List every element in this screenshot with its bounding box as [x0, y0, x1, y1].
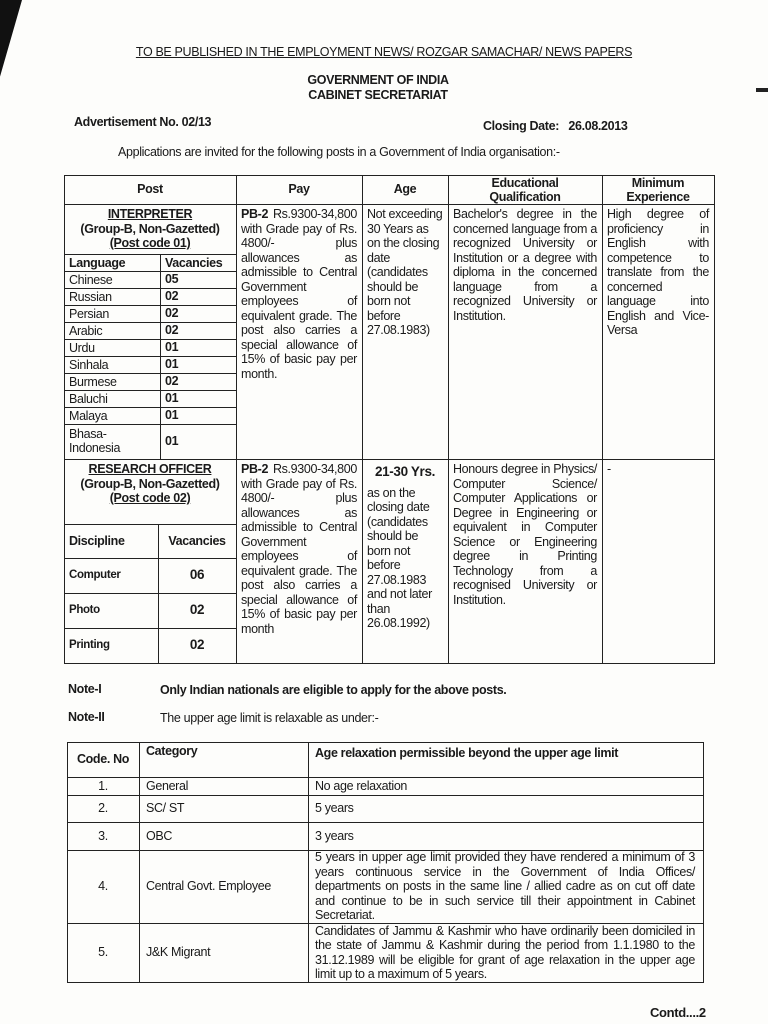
language-header: Language — [69, 255, 126, 270]
interpreter-post-code: (Post code 01) — [109, 236, 191, 250]
language-vacancies: 02 — [165, 289, 179, 304]
interpreter-post — [64, 205, 236, 253]
language-vacancies: 02 — [165, 306, 179, 321]
note-2-label: Note-II — [68, 710, 105, 724]
age-relaxation: Candidates of Jammu & Kashmir who have ordinarily been domiciled in the state of Jammu & Kashmir during the period from 1.1.1980 to the 31.12.1989 will be eligible for grant of age relaxation in the upper age limit up to a maximum of 5 years. — [315, 923, 695, 981]
language-vacancies: 02 — [165, 323, 179, 338]
research-officer-title: RESEARCH OFFICER — [88, 462, 212, 476]
age-range: 21-30 Yrs. — [374, 464, 436, 479]
publish-line: TO BE PUBLISHED IN THE EMPLOYMENT NEWS/ ROZGAR SAMACHAR/ NEWS PAPERS — [135, 45, 633, 59]
language-vacancies: 01 — [165, 408, 179, 423]
research-officer-experience: - — [607, 462, 611, 476]
discipline-vacancies: 06 — [189, 567, 205, 583]
language-vacancies: 01 — [165, 391, 179, 406]
category: OBC — [146, 828, 173, 843]
discipline-name: Printing — [69, 639, 110, 652]
language-name: Persian — [69, 306, 109, 321]
age-relaxation: 3 years — [315, 828, 354, 843]
header-education: Educational Qualification — [489, 175, 561, 204]
language-vacancies: 01 — [165, 357, 179, 372]
pay-band: PB-2 — [241, 207, 269, 221]
language-name: Russian — [69, 289, 112, 304]
category: General — [146, 778, 189, 793]
scan-mark — [756, 88, 768, 92]
code-number: 4. — [98, 879, 108, 894]
interpreter-pay — [236, 205, 362, 383]
language-name: Arabic — [69, 323, 103, 338]
scan-edge-shadow — [0, 0, 22, 150]
code-number: 5. — [98, 945, 108, 960]
research-officer-age — [362, 460, 448, 633]
intro-text: Applications are invited for the following posts in a Government of India organisation:- — [118, 145, 560, 159]
header-pay: Pay — [288, 182, 310, 197]
org-line-2: CABINET SECRETARIAT — [308, 88, 448, 102]
header-age-relaxation: Age relaxation permissible beyond the upper age limit — [315, 746, 619, 760]
age-text: as on the closing date (candidates should be born not before 27.08.1983 and not later than 26.08.1992) — [367, 485, 432, 630]
research-officer-group: (Group-B, Non-Gazetted) — [80, 476, 220, 491]
note-2-text: The upper age limit is relaxable as under:- — [160, 711, 379, 725]
language-name: Baluchi — [69, 391, 108, 406]
interpreter-age: Not exceeding 30 Years as on the closing date (candidates should be born not before 27.08.1983) — [367, 207, 443, 337]
research-officer-post — [64, 460, 236, 508]
discipline-vacancies: 02 — [189, 637, 205, 653]
research-officer-post-code: (Post code 02) — [109, 491, 191, 505]
pay-text: Rs.9300-34,800 with Grade pay of Rs. 4800/- plus allowances as admissible to Central Government employees of equivalent grade. The post also carries a special allowance of 15% of basic pay per month. — [241, 207, 357, 381]
note-1-label: Note-I — [68, 682, 102, 696]
research-officer-pay — [236, 460, 362, 638]
language-vacancies: 05 — [165, 272, 179, 287]
language-name: Burmese — [69, 374, 117, 389]
pay-band: PB-2 — [241, 462, 269, 476]
interpreter-experience: High degree of proficiency in English with competence to translate from the concerned language into English and Vice-Versa — [607, 207, 709, 337]
org-line-1: GOVERNMENT OF INDIA — [307, 73, 449, 87]
category: J&K Migrant — [146, 945, 211, 960]
closing-date — [483, 119, 627, 133]
header-experience: Minimum Experience — [626, 175, 690, 204]
closing-date-label: Closing Date: — [483, 119, 560, 133]
continued-marker: Contd....2 — [650, 1005, 706, 1020]
language-vacancies: 02 — [165, 374, 179, 389]
language-vacancies: 01 — [165, 340, 179, 355]
discipline-vacancies: 02 — [189, 602, 205, 618]
code-number: 2. — [98, 801, 108, 816]
age-relaxation: No age relaxation — [315, 778, 408, 793]
language-name: Urdu — [69, 340, 95, 355]
language-name: Chinese — [69, 272, 113, 287]
advertisement-number: Advertisement No. 02/13 — [74, 115, 212, 129]
code-number: 3. — [98, 828, 108, 843]
header-post: Post — [137, 182, 163, 197]
language-vacancies-header: Vacancies — [165, 255, 223, 270]
age-relaxation: 5 years — [315, 801, 354, 816]
discipline-header: Discipline — [69, 534, 125, 549]
interpreter-education: Bachelor's degree in the concerned language from a recognized University or Institution or a degree with diploma in the concerned language from a recognized University or Institution. — [453, 207, 597, 323]
code-number: 1. — [98, 778, 108, 793]
language-vacancies: 01 — [165, 433, 179, 448]
discipline-name: Photo — [69, 604, 100, 617]
header-category: Category — [146, 744, 198, 758]
interpreter-group: (Group-B, Non-Gazetted) — [80, 221, 220, 236]
age-relaxation: 5 years in upper age limit provided they have rendered a minimum of 3 years continuous service in the Government of India Offices/ departments on posts in the same line / allied cadre as on cut off date and continue to be in such service till their appointment in Cabinet Secretariat. — [315, 850, 695, 923]
category: SC/ ST — [146, 801, 185, 816]
interpreter-title: INTERPRETER — [107, 207, 193, 221]
language-name: Malaya — [69, 408, 108, 423]
header-age: Age — [393, 182, 417, 197]
language-name: Bhasa-Indonesia — [69, 427, 121, 455]
discipline-vacancies-header: Vacancies — [168, 534, 226, 549]
language-name: Sinhala — [69, 357, 109, 372]
note-1-text: Only Indian nationals are eligible to apply for the above posts. — [160, 683, 507, 697]
pay-text: Rs.9300-34,800 with Grade pay of Rs. 4800/- plus allowances as admissible to Central Government employees of equivalent grade. The post also carries a special allowance of 15% of basic pay per month — [241, 462, 357, 636]
header-code-no: Code. No — [76, 752, 130, 767]
closing-date-value: 26.08.2013 — [568, 119, 628, 133]
research-officer-education: Honours degree in Physics/ Computer Science/ Computer Applications or Degree in Engineering or equivalent in Computer Science or Engineering degree in Printing Technology from a recognised University or Institution. — [453, 462, 597, 607]
discipline-name: Computer — [69, 569, 121, 582]
category: Central Govt. Employee — [146, 879, 271, 894]
